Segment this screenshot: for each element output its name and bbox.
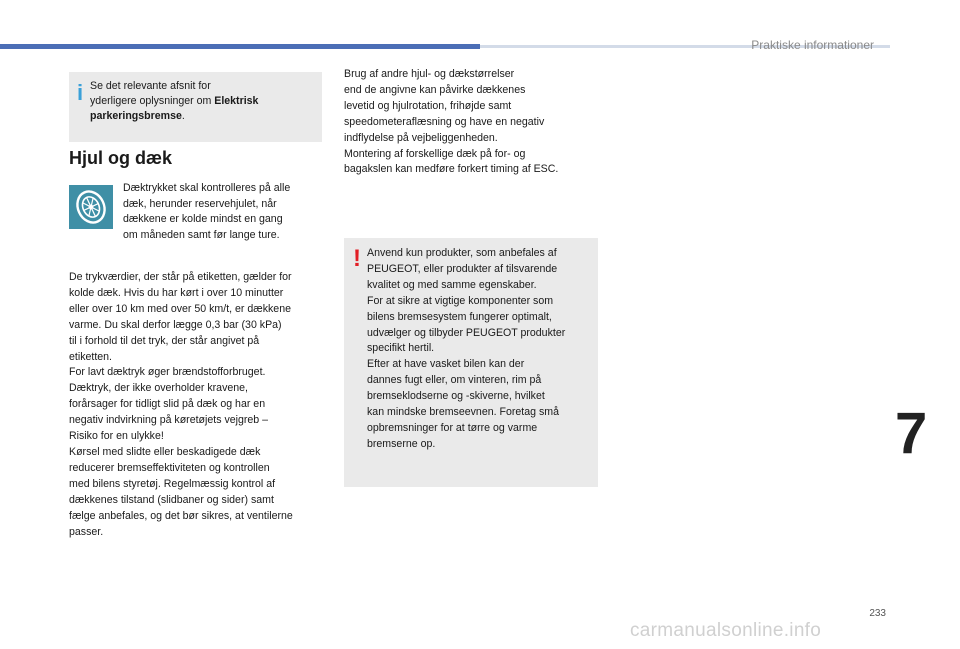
- info-box: [69, 72, 322, 142]
- chapter-title: Praktiske informationer: [751, 38, 874, 52]
- warning-text: Anvend kun produkter, som anbefales af PEUGEOT, eller produkter af tilsvarende kvalitet og med samme egenskaber. For at sikre at vigtige komponenter som bilens bremsesystem fungerer optimalt, udvælger og tilbyder PEUGEOT produkter specifikt hertil. Efter at have vasket bilen kan der dannes fugt eller, om vinteren, rim på bremseklodserne og -skiverne, hvilket kan mindske bremseevnen. Foretag små opbremsninger for at tørre og varme bremserne op.: [367, 247, 566, 450]
- tyre-icon: [69, 185, 113, 229]
- info-text-end: .: [181, 110, 185, 122]
- info-icon: i: [77, 80, 84, 105]
- warning-exclamation-icon: !: [353, 245, 361, 272]
- header-accent-bar: [0, 44, 480, 49]
- section-title: Hjul og dæk: [69, 148, 172, 168]
- right-body-text: Brug af andre hjul- og dækstørrelser end de angivne kan påvirke dækkenes levetid og hjulrotation, frihøjde samt speedometeraflæsning og have en negativ indflydelse på vejbeliggenheden. Montering af forskellige dæk på for- og bagakslen kan medføre forkert timing af ESC.: [344, 68, 559, 176]
- info-text-bold: Elektrisk parkeringsbremse: [90, 95, 259, 122]
- warning-box: [344, 238, 598, 487]
- watermark: carmanualsonline.info: [630, 620, 822, 641]
- page-number: 233: [869, 608, 886, 619]
- info-text: [90, 79, 315, 124]
- info-text-plain: Se det relevante afsnit for yderligere oplysninger om: [90, 80, 212, 107]
- left-body-text: De trykværdier, der står på etiketten, gælder for kolde dæk. Hvis du har kørt i over 10 minutter eller over 10 km med over 50 km/t, er dækkene varme. Du skal derfor lægge 0,3 bar (30 kPa) til i forhold til det tryk, der står angivet på etiketten. For lavt dæktryk øger brændstofforbruget. Dæktryk, der ikke overholder kravene, forårsager for tidligt slid på dæk og har en negativ indvirkning på køretøjets vejgreb – Risiko for en ulykke! Kørsel med slidte eller beskadigede dæk reducerer bremseffektiviteten og kontrollen med bilens styretøj. Regelmæssig kontrol af dækkenes tilstand (slidbaner og sider) samt fælge anbefales, og det bør sikres, at ventilerne passer.: [69, 271, 293, 538]
- chapter-number: 7: [895, 401, 928, 466]
- tyre-check-text: Dæktrykket skal kontrolleres på alle dæk, herunder reservehjulet, når dækkene er kolde mindst en gang om måneden samt før lange ture.: [123, 182, 291, 241]
